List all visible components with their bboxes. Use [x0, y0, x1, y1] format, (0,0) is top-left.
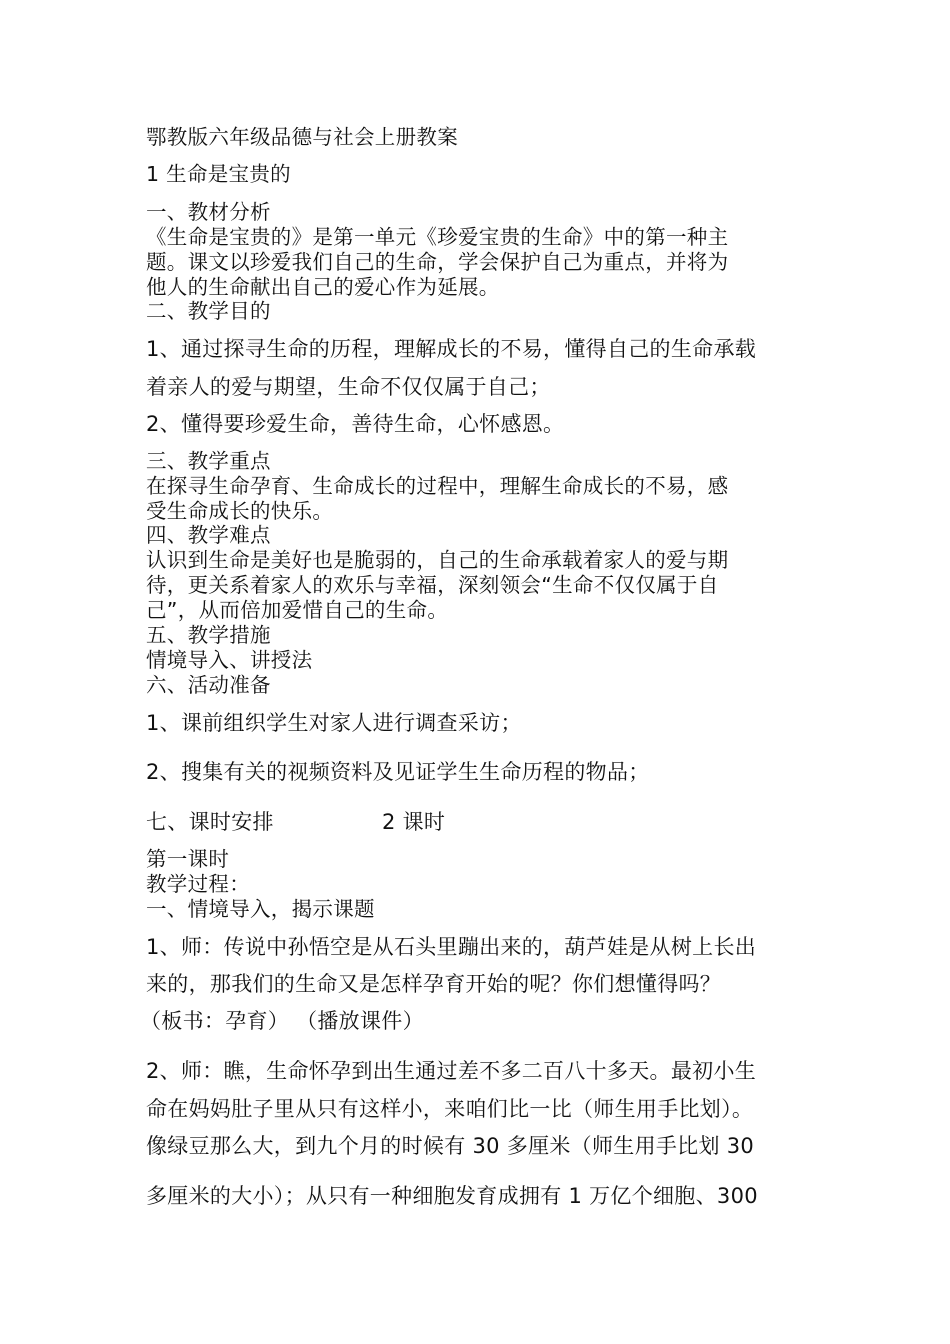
paragraph-line: 1、通过探寻生命的历程，理解成长的不易，懂得自己的生命承载 [146, 337, 757, 361]
schedule-value: 2 课时 [382, 810, 446, 834]
paragraph-line: 题。课文以珍爱我们自己的生命，学会保护自己为重点，并将为 [146, 250, 729, 274]
paragraph-line: 2、搜集有关的视频资料及见证学生生命历程的物品； [146, 760, 650, 784]
document-title: 鄂教版六年级品德与社会上册教案 [146, 125, 458, 149]
section-heading-2: 二、教学目的 [146, 299, 271, 323]
section-heading-7 [146, 809, 445, 835]
paragraph-line: 己”，从而倍加爱惜自己的生命。 [146, 598, 449, 622]
paragraph-line: 在探寻生命孕育、生命成长的过程中，理解生命成长的不易，感 [146, 474, 729, 498]
section-heading-6: 六、活动准备 [146, 673, 271, 697]
section-heading-3: 三、教学重点 [146, 449, 271, 473]
paragraph-line: 认识到生命是美好也是脆弱的，自己的生命承载着家人的爱与期 [146, 548, 729, 572]
paragraph-line: 情境导入、讲授法 [146, 648, 313, 672]
paragraph-line: 1、师：传说中孙悟空是从石头里蹦出来的，葫芦娃是从树上长出 [146, 935, 757, 959]
section-heading-4: 四、教学难点 [146, 523, 271, 547]
paragraph-line: 命在妈妈肚子里从只有这样小，来咱们比一比（师生用手比划）。 [146, 1097, 754, 1121]
paragraph-line: 多厘米的大小）；从只有一种细胞发育成拥有 1 万亿个细胞、300 [146, 1184, 758, 1208]
paragraph-line: 2、师：瞧，生命怀孕到出生通过差不多二百八十多天。最初小生 [146, 1059, 757, 1083]
paragraph-line: 着亲人的爱与期望，生命不仅仅属于自己； [146, 375, 551, 399]
section-heading-1: 一、教材分析 [146, 200, 271, 224]
paragraph-line: 来的，那我们的生命又是怎样孕育开始的呢？你们想懂得吗？ [146, 972, 722, 996]
section-heading-5: 五、教学措施 [146, 623, 271, 647]
schedule-label: 七、课时安排 [146, 810, 274, 834]
paragraph-line: 《生命是宝贵的》是第一单元《珍爱宝贵的生命》中的第一种主 [146, 225, 729, 249]
paragraph-line: 受生命成长的快乐。 [146, 499, 334, 523]
lesson-title: 1 生命是宝贵的 [146, 162, 291, 186]
paragraph-line: 待，更关系着家人的欢乐与幸福，深刻领会“生命不仅仅属于自 [146, 573, 719, 597]
paragraph-line: （板书：孕育） （播放课件） [140, 1009, 424, 1033]
paragraph-line: 1、课前组织学生对家人进行调查采访； [146, 711, 522, 735]
step-heading: 一、情境导入，揭示课题 [146, 897, 375, 921]
paragraph-line: 2、懂得要珍爱生命，善待生命，心怀感恩。 [146, 412, 565, 436]
period-title: 第一课时 [146, 847, 230, 871]
process-title: 教学过程： [146, 872, 250, 896]
paragraph-line: 像绿豆那么大，到九个月的时候有 30 多厘米（师生用手比划 30 [146, 1134, 755, 1158]
paragraph-line: 他人的生命献出自己的爱心作为延展。 [146, 275, 500, 299]
